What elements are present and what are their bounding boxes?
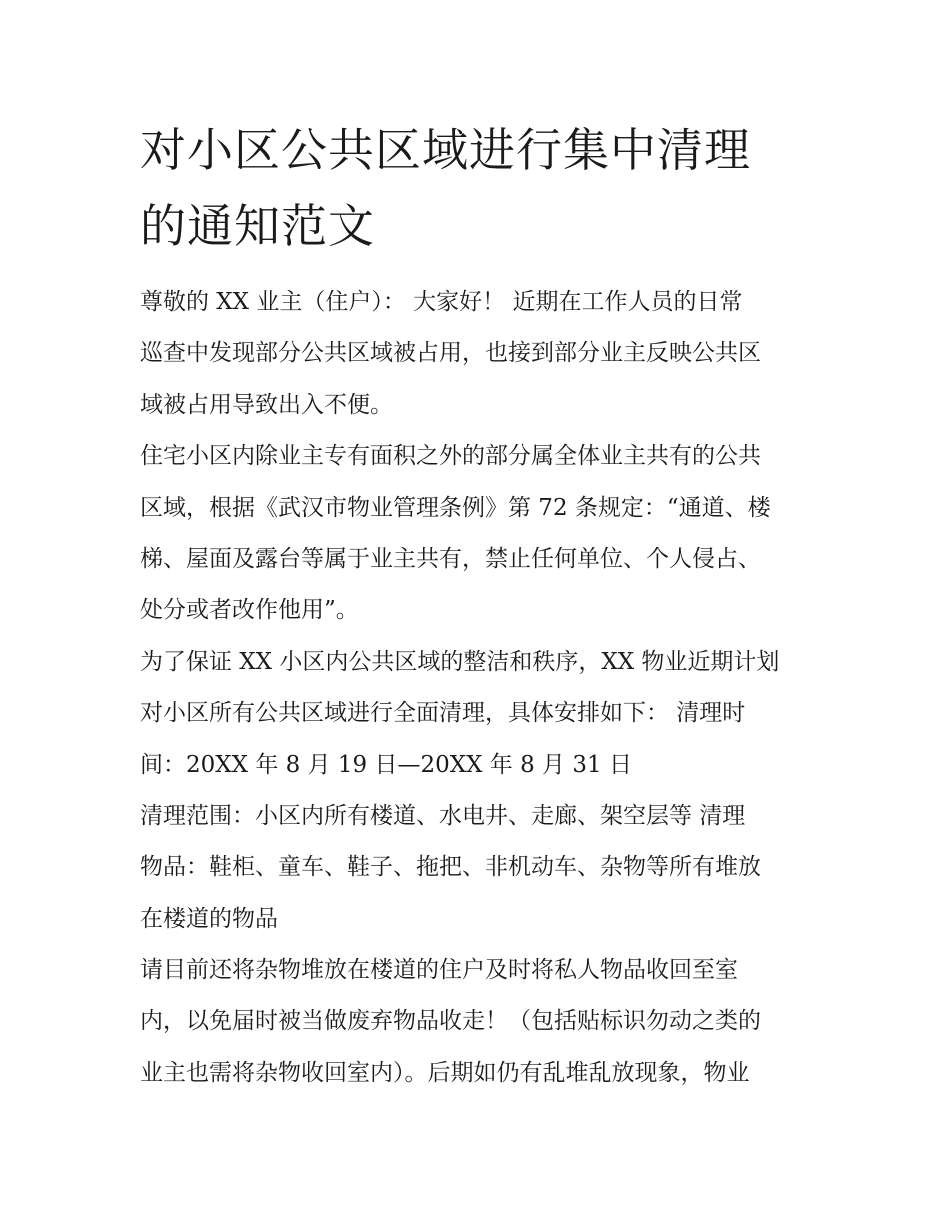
body-line: 在楼道的物品 [140, 905, 278, 932]
document-body [140, 277, 820, 1099]
document-title [140, 112, 820, 264]
body-line: 住宅小区内除业主专有面积之外的部分属全体业主共有的公共 [140, 443, 761, 470]
body-line: 内，以免届时被当做废弃物品收走！（包括贴标识勿动之类的 [140, 1008, 761, 1035]
body-line: 业主也需将杂物收回室内）。后期如仍有乱堆乱放现象，物业 [140, 1059, 750, 1086]
body-line: 处分或者改作他用”。 [140, 597, 359, 624]
body-line: 尊敬的 XX 业主（住户）： 大家好！ 近期在工作人员的日常 [140, 289, 743, 315]
body-line: 梯、屋面及露台等属于业主共有，禁止任何单位、个人侵占、 [140, 545, 761, 572]
body-line: 清理范围：小区内所有楼道、水电井、走廊、架空层等 清理 [140, 802, 746, 829]
title-line-2: 的通知范文 [140, 199, 375, 253]
body-line: 区域，根据《武汉市物业管理条例》第 72 条规定：“通道、楼 [140, 494, 771, 521]
body-line: 间：20XX 年 8 月 19 日—20XX 年 8 月 31 日 [140, 751, 632, 778]
body-line: 物品：鞋柜、童车、鞋子、拖把、非机动车、杂物等所有堆放 [140, 854, 761, 881]
body-line: 巡查中发现部分公共区域被占用，也接到部分业主反映公共区 [140, 340, 761, 367]
title-line-1: 对小区公共区域进行集中清理 [140, 123, 751, 177]
body-line: 为了保证 XX 小区内公共区域的整洁和秩序，XX 物业近期计划 [140, 648, 780, 675]
body-line: 域被占用导致出入不便。 [140, 391, 393, 418]
body-line: 请目前还将杂物堆放在楼道的住户及时将私人物品收回至室 [140, 957, 738, 984]
body-line: 对小区所有公共区域进行全面清理，具体安排如下： 清理时 [140, 700, 746, 727]
